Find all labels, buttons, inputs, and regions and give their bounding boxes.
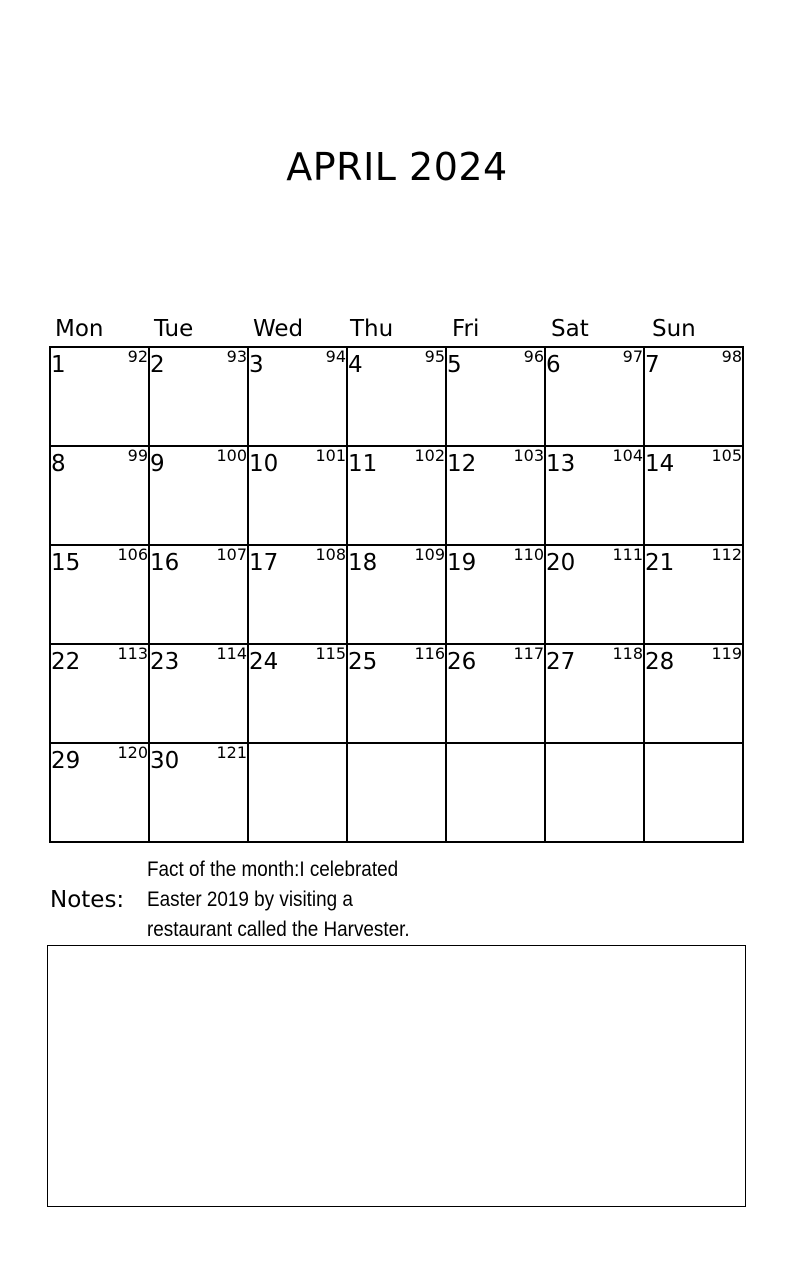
day-number: 25: [348, 649, 378, 675]
calendar-day-cell[interactable]: [50, 347, 149, 446]
day-of-year: 102: [414, 446, 445, 465]
weekday-header-sat: Sat: [551, 316, 589, 342]
day-number: 2: [150, 352, 165, 378]
day-of-year: 114: [216, 644, 247, 663]
day-number: 23: [150, 649, 180, 675]
day-number: 19: [447, 550, 477, 576]
day-number: 28: [645, 649, 675, 675]
calendar-day-cell[interactable]: [149, 347, 248, 446]
day-number: 8: [51, 451, 66, 477]
day-of-year: 100: [216, 446, 247, 465]
day-number: 1: [51, 352, 66, 378]
calendar-day-cell[interactable]: [545, 644, 644, 743]
calendar-day-cell[interactable]: [644, 446, 743, 545]
calendar-grid: [49, 346, 744, 843]
calendar-day-cell[interactable]: [50, 446, 149, 545]
day-number: 7: [645, 352, 660, 378]
calendar-week-row: [50, 644, 743, 743]
fact-line: restaurant called the Harvester.: [147, 918, 410, 941]
calendar-day-cell[interactable]: [149, 743, 248, 842]
calendar-day-cell[interactable]: [149, 644, 248, 743]
calendar-day-cell[interactable]: [347, 446, 446, 545]
day-of-year: 98: [721, 347, 742, 366]
day-of-year: 111: [612, 545, 643, 564]
day-number: 26: [447, 649, 477, 675]
calendar-day-cell[interactable]: [50, 644, 149, 743]
day-of-year: 109: [414, 545, 445, 564]
day-of-year: 92: [127, 347, 148, 366]
day-number: 29: [51, 748, 81, 774]
calendar-day-cell[interactable]: [248, 545, 347, 644]
calendar-day-cell[interactable]: [545, 545, 644, 644]
day-of-year: 101: [315, 446, 346, 465]
calendar-day-cell[interactable]: [545, 446, 644, 545]
day-of-year: 95: [424, 347, 445, 366]
calendar-day-cell[interactable]: [149, 545, 248, 644]
day-of-year: 106: [117, 545, 148, 564]
calendar-empty-cell: [248, 743, 347, 842]
day-of-year: 118: [612, 644, 643, 663]
calendar-day-cell[interactable]: [644, 644, 743, 743]
weekday-header-sun: Sun: [652, 316, 696, 342]
day-number: 14: [645, 451, 675, 477]
day-of-year: 104: [612, 446, 643, 465]
day-number: 17: [249, 550, 279, 576]
weekday-header-fri: Fri: [452, 316, 480, 342]
day-number: 21: [645, 550, 675, 576]
weekday-header-mon: Mon: [55, 316, 104, 342]
day-of-year: 96: [523, 347, 544, 366]
day-number: 5: [447, 352, 462, 378]
calendar-empty-cell: [446, 743, 545, 842]
calendar-day-cell[interactable]: [149, 446, 248, 545]
calendar-day-cell[interactable]: [446, 545, 545, 644]
calendar-day-cell[interactable]: [248, 446, 347, 545]
day-number: 20: [546, 550, 576, 576]
day-number: 4: [348, 352, 363, 378]
calendar-day-cell[interactable]: [446, 446, 545, 545]
calendar-day-cell[interactable]: [347, 545, 446, 644]
day-of-year: 108: [315, 545, 346, 564]
fact-line: Fact of the month:I celebrated: [147, 858, 399, 881]
day-number: 10: [249, 451, 279, 477]
calendar-day-cell[interactable]: [644, 545, 743, 644]
day-of-year: 110: [513, 545, 544, 564]
day-number: 6: [546, 352, 561, 378]
day-of-year: 115: [315, 644, 346, 663]
day-number: 15: [51, 550, 81, 576]
day-number: 18: [348, 550, 378, 576]
calendar-empty-cell: [545, 743, 644, 842]
calendar-day-cell[interactable]: [644, 347, 743, 446]
weekday-header-thu: Thu: [350, 316, 394, 342]
day-of-year: 103: [513, 446, 544, 465]
day-of-year: 94: [325, 347, 346, 366]
day-of-year: 93: [226, 347, 247, 366]
weekday-header-wed: Wed: [253, 316, 304, 342]
day-of-year: 121: [216, 743, 247, 762]
day-number: 3: [249, 352, 264, 378]
day-of-year: 107: [216, 545, 247, 564]
day-number: 16: [150, 550, 180, 576]
fact-line: Easter 2019 by visiting a: [147, 888, 353, 911]
day-of-year: 120: [117, 743, 148, 762]
calendar-day-cell[interactable]: [50, 743, 149, 842]
notes-label: Notes:: [50, 887, 125, 913]
day-of-year: 113: [117, 644, 148, 663]
calendar-empty-cell: [644, 743, 743, 842]
day-number: 13: [546, 451, 576, 477]
notes-box[interactable]: [47, 945, 746, 1207]
calendar-week-row: [50, 446, 743, 545]
calendar-day-cell[interactable]: [50, 545, 149, 644]
calendar-day-cell[interactable]: [248, 347, 347, 446]
calendar-day-cell[interactable]: [446, 644, 545, 743]
calendar-week-row: [50, 545, 743, 644]
day-of-year: 119: [711, 644, 742, 663]
day-number: 9: [150, 451, 165, 477]
day-number: 24: [249, 649, 279, 675]
calendar-week-row: [50, 347, 743, 446]
calendar-day-cell[interactable]: [446, 347, 545, 446]
calendar-day-cell[interactable]: [347, 644, 446, 743]
fact-of-the-month: [147, 855, 417, 945]
day-number: 30: [150, 748, 180, 774]
day-of-year: 99: [127, 446, 148, 465]
day-of-year: 117: [513, 644, 544, 663]
weekday-header-tue: Tue: [154, 316, 194, 342]
day-number: 27: [546, 649, 576, 675]
calendar-day-cell[interactable]: [248, 644, 347, 743]
day-number: 12: [447, 451, 477, 477]
day-number: 11: [348, 451, 378, 477]
day-of-year: 116: [414, 644, 445, 663]
day-of-year: 112: [711, 545, 742, 564]
day-number: 22: [51, 649, 81, 675]
day-of-year: 97: [622, 347, 643, 366]
day-of-year: 105: [711, 446, 742, 465]
calendar-day-cell[interactable]: [545, 347, 644, 446]
calendar-empty-cell: [347, 743, 446, 842]
calendar-week-row: [50, 743, 743, 842]
page-title: APRIL 2024: [286, 145, 508, 189]
calendar-day-cell[interactable]: [347, 347, 446, 446]
